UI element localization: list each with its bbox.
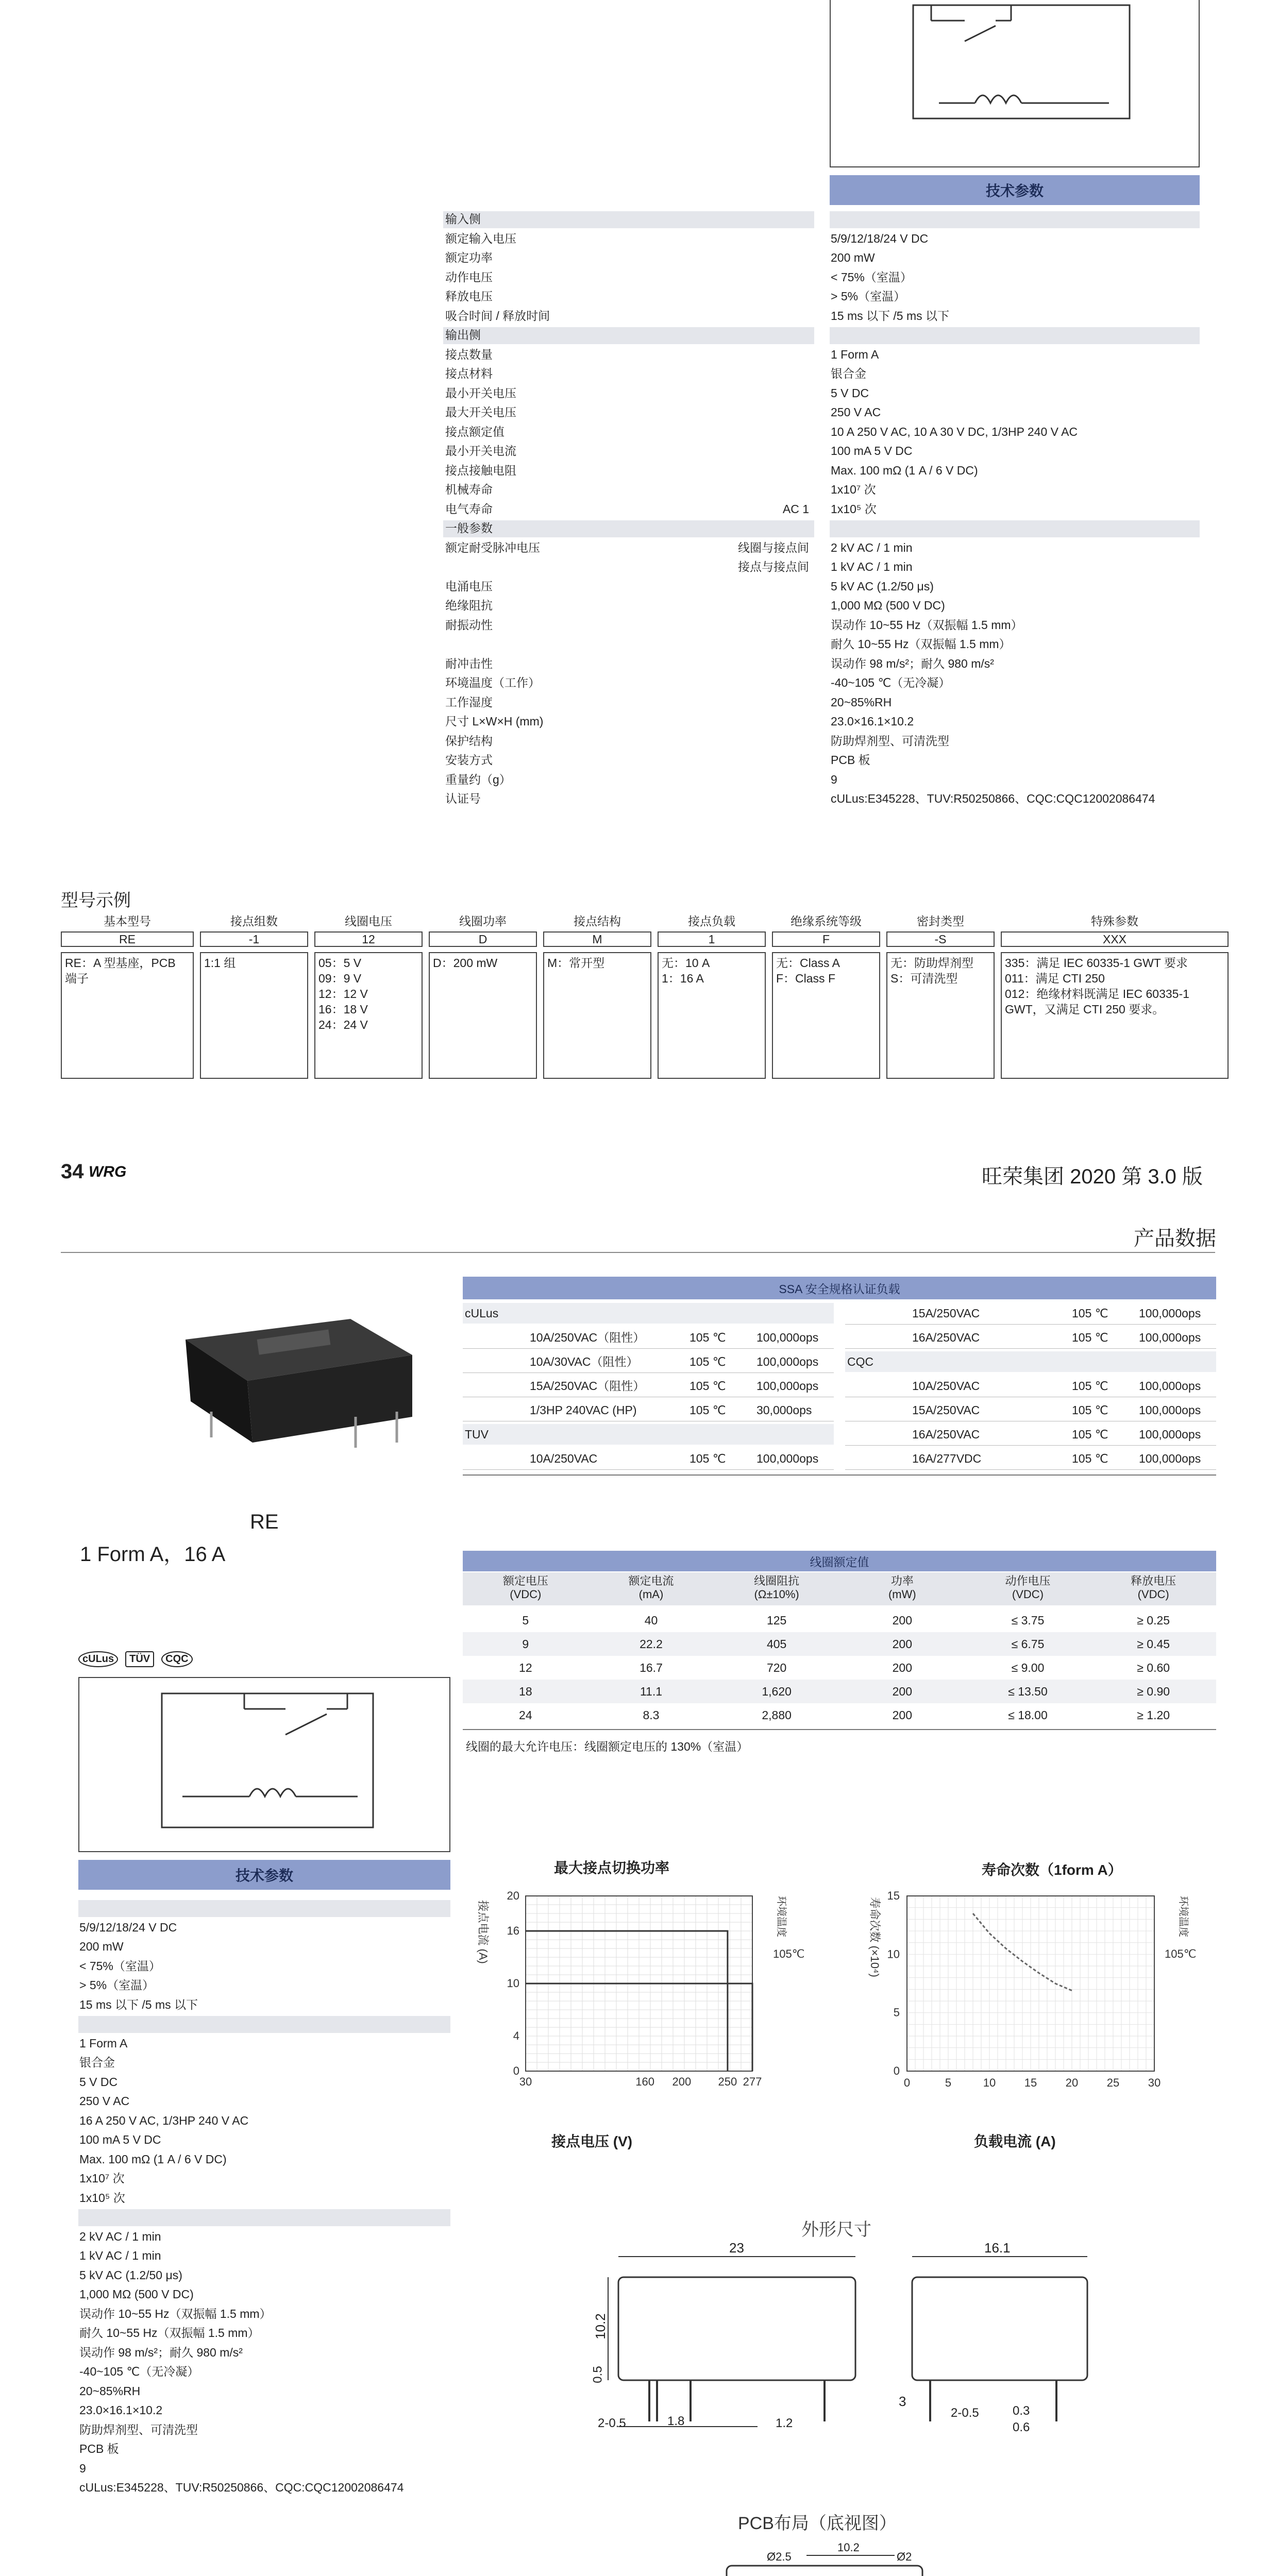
spec-sublabel: AC 1 [782,502,809,516]
pcb-title: PCB布局（底视图） [738,2514,897,2533]
spec2-value: 1x10⁷ 次 [79,2172,125,2185]
coil-cell: 22.2 [640,1637,663,1651]
spec2-value: 2 kV AC / 1 min [79,2229,161,2243]
relay-schematic-diagram-2 [79,1678,449,1851]
coil-cell: 40 [644,1614,658,1627]
coil-cell: 8.3 [643,1708,660,1722]
coil-col-head: 额定电压 (VDC) [463,1572,588,1605]
spec-label: 输入侧 [445,212,481,226]
spec-value: 误动作 98 m/s²；耐久 980 m/s² [831,656,994,670]
chart1-title: 最大接点切换功率 [554,1860,670,1876]
approval-row-rule [463,1372,834,1373]
top-spec-header: 技术参数 [830,175,1200,205]
chart2-ambient-label: 环境温度 [1178,1896,1189,1937]
spec-values-2 [78,1899,450,2502]
chart-2 [845,1855,1216,2164]
spec2-value: 15 ms 以下 /5 ms 以下 [79,1997,198,2011]
model-col-head: 线圈功率 [459,914,507,928]
coil-header: 线圈额定值 [463,1551,1216,1571]
spec-value: 200 mW [831,251,875,264]
section-rule [61,1252,1215,1253]
chart1-ytick: 16 [507,1924,519,1937]
spec-group-row-right [830,520,1200,537]
dim-0-5: 0.5 [591,2366,605,2383]
spec2-value: 误动作 10~55 Hz（双振幅 1.5 mm） [79,2307,272,2320]
spec2-value: 5/9/12/18/24 V DC [79,1920,177,1934]
chart1-annotation: 105℃ [773,1947,805,1960]
coil-cell: ≤ 9.00 [1011,1661,1045,1674]
spec2-group-row [78,2209,450,2226]
dim-1-2: 1.2 [776,2416,793,2430]
dims-end-view [886,2236,1103,2452]
coil-cell: 16.7 [640,1661,663,1674]
chart1-ytick: 4 [513,2029,519,2042]
spec-value: Max. 100 mΩ (1 A / 6 V DC) [831,463,978,477]
model-col-desc: 1:1 组 [200,952,308,1079]
spec2-value: 250 V AC [79,2094,130,2108]
coil-cell: 1,620 [762,1685,792,1698]
approval-load: 16A/250VAC [912,1331,980,1344]
chart1-ytick: 0 [513,2064,519,2077]
dim-0-3: 0.3 [1013,2404,1030,2418]
spec-value: 250 V AC [831,405,881,419]
chart2-ylabel: 寿命次数 (×10⁴) [868,1897,881,1977]
spec-label: 保护结构 [445,734,493,748]
model-col-code: D [429,931,537,947]
spec-group-row [443,211,814,228]
spec-value: 5 V DC [831,386,869,400]
model-col-head: 绝缘系统等级 [791,914,862,928]
model-col-desc: 无：防助焊剂型 S：可清洗型 [886,952,995,1079]
approval-temp: 105 ℃ [1072,1307,1108,1320]
spec-value: 9 [831,772,837,786]
cqc-mark-icon: CQC [161,1651,192,1667]
approval-agency: cULus [465,1307,499,1320]
product-name: RE [250,1511,279,1533]
spec-label: 电气寿命 [445,502,493,516]
spec-label: 接点接触电阻 [445,463,516,477]
spec-label: 环境温度（工作） [445,676,540,689]
coil-cell: 5 [522,1614,529,1627]
approval-ops: 30,000ops [756,1403,812,1417]
spec-group-row-right [830,327,1200,344]
coil-cell: 11.1 [640,1685,663,1698]
spec-value: 1,000 MΩ (500 V DC) [831,599,945,612]
approval-load: 10A/30VAC（阻性） [530,1355,638,1368]
approval-ops: 100,000ops [1139,1428,1201,1441]
spec-label: 尺寸 L×W×H (mm) [445,715,544,728]
coil-col-head: 功率 (mW) [839,1572,965,1605]
dim-10-2: 10.2 [592,2313,608,2340]
spec2-value: > 5%（室温） [79,1978,155,1992]
spec-value: 1 Form A [831,347,879,361]
model-col-desc: 05：5 V 09：9 V 12：12 V 16：18 V 24：24 V [314,952,423,1079]
spec-label: 输出侧 [445,328,481,342]
approval-ops: 100,000ops [1139,1307,1201,1320]
approvals-bottom-rule [463,1475,1216,1476]
coil-cell: 24 [519,1708,532,1722]
spec-value: -40~105 ℃（无冷凝） [831,676,951,689]
spec2-value: < 75%（室温） [79,1959,161,1973]
spec-value: 耐久 10~55 Hz（双振幅 1.5 mm） [831,637,1011,651]
coil-cell: ≤ 18.00 [1008,1708,1048,1722]
spec2-value: -40~105 ℃（无冷凝） [79,2365,199,2378]
coil-col-head: 动作电压 (VDC) [965,1572,1091,1605]
spec-label: 额定耐受脉冲电压 [445,540,540,554]
chart2-ytick: 5 [893,2006,900,2019]
spec-group-row [443,520,814,537]
approval-ops: 100,000ops [756,1452,819,1465]
coil-cell: ≤ 13.50 [1008,1685,1048,1698]
model-col-code: RE [61,931,194,947]
spec-sublabel: 线圈与接点间 [738,540,809,554]
model-col-code: 1 [658,931,766,947]
spec-value: 15 ms 以下 /5 ms 以下 [831,309,950,323]
coil-cell: ≥ 1.20 [1137,1708,1170,1722]
spec-label: 工作湿度 [445,695,493,709]
spec-header-2: 技术参数 [78,1860,450,1890]
approval-temp: 105 ℃ [1072,1379,1108,1393]
spec-label: 接点材料 [445,367,493,380]
model-col-head: 接点结构 [574,914,621,928]
model-col-head: 密封类型 [917,914,964,928]
chart1-ylabel: 接点电流 (A) [477,1900,490,1964]
approval-temp: 105 ℃ [1072,1428,1108,1441]
chart2-annotation: 105℃ [1165,1947,1197,1960]
spec-label: 释放电压 [445,290,493,303]
spec-value: 2 kV AC / 1 min [831,540,913,554]
spec-label: 最大开关电压 [445,405,516,419]
chart1-xtick: 200 [672,2075,692,2088]
approval-ops: 100,000ops [1139,1452,1201,1465]
spec-group-row-right [830,211,1200,228]
spec-label: 额定功率 [445,251,493,264]
chart1-xlabel: 接点电压 (V) [551,2133,633,2149]
approval-ops: 100,000ops [756,1379,819,1393]
coil-col-head: 额定电流 (mA) [588,1572,714,1605]
model-example-grid [61,912,1200,1092]
spec-label: 电涌电压 [445,579,493,593]
pcb-d2-5: Ø2.5 [767,2550,792,2563]
chart2-ytick: 0 [893,2064,900,2077]
coil-cell: 200 [892,1661,913,1674]
coil-cell: 200 [892,1614,913,1627]
spec2-value: 20~85%RH [79,2384,141,2398]
spec2-group-row [78,2016,450,2033]
spec-label: 吸合时间 / 释放时间 [445,309,550,323]
model-col-head: 特殊参数 [1091,914,1138,928]
approval-load: 10A/250VAC（阻性） [530,1331,645,1344]
chart2-xtick: 25 [1106,2076,1120,2089]
dim-23: 23 [729,2240,744,2256]
coil-cell: ≤ 3.75 [1011,1614,1045,1627]
chart1-xtick: 250 [718,2075,737,2088]
dim-0-6: 0.6 [1013,2420,1030,2434]
approval-load: 10A/250VAC [530,1452,598,1465]
product-photo [155,1309,443,1463]
approvals-right [845,1301,1216,1471]
coil-cell: 200 [892,1637,913,1651]
coil-cell: ≥ 0.60 [1137,1661,1170,1674]
coil-cell: 2,880 [762,1708,792,1722]
spec2-group-row [78,1900,450,1917]
chart2-xtick: 10 [983,2076,996,2089]
approval-load: 15A/250VAC（阻性） [530,1379,645,1393]
approval-temp: 105 ℃ [1072,1452,1108,1465]
approval-temp: 105 ℃ [1072,1403,1108,1417]
approval-ops: 100,000ops [1139,1331,1201,1344]
approval-temp: 105 ℃ [690,1452,726,1465]
chart1-ytick: 20 [507,1889,519,1902]
approval-temp: 105 ℃ [690,1403,726,1417]
chart2-xlabel: 负载电流 (A) [974,2133,1056,2149]
coil-cell: 125 [766,1614,787,1627]
model-col-code: 12 [314,931,423,947]
spec-value: > 5%（室温） [831,290,906,303]
spec-value: 23.0×16.1×10.2 [831,715,914,728]
spec-value: 5 kV AC (1.2/50 μs) [831,579,934,593]
coil-cell: 405 [766,1637,787,1651]
approval-temp: 105 ℃ [690,1331,726,1344]
approval-temp: 105 ℃ [690,1379,726,1393]
approval-load: 1/3HP 240VAC (HP) [530,1403,637,1417]
spec2-value: 5 V DC [79,2075,118,2089]
spec-value: 1x10⁷ 次 [831,483,876,496]
approval-row-rule [463,1469,834,1470]
spec-label: 接点数量 [445,347,493,361]
pcb-layout [711,2535,1000,2576]
chart-1 [464,1855,825,2164]
spec-value: 100 mA 5 V DC [831,444,913,457]
schematic-box-2 [78,1677,450,1852]
coil-cell: 9 [522,1637,529,1651]
dim-2-0-5: 2-0.5 [598,2416,626,2430]
spec-label: 耐振动性 [445,618,493,632]
approval-row-rule [845,1469,1216,1470]
model-col-desc: 无：10 A 1：16 A [658,952,766,1079]
spec-label: 动作电压 [445,270,493,284]
section-title: 产品数据 [1134,1227,1216,1250]
spec2-value: 5 kV AC (1.2/50 μs) [79,2268,182,2282]
pcb-10-2: 10.2 [837,2541,860,2554]
pcb-d2: Ø2 [897,2550,912,2563]
spec-label: 安装方式 [445,753,493,767]
model-col-code: -1 [200,931,308,947]
chart1-xtick: 160 [635,2075,654,2088]
model-col-desc: M：常开型 [543,952,651,1079]
model-col-desc: 无：Class A F：Class F [772,952,880,1079]
model-col-desc: 335：满足 IEC 60335-1 GWT 要求 011：满足 CTI 250 012：绝缘材料既满足 IEC 60335-1 GWT，又满足 CTI 250 要求。 [1001,952,1229,1079]
spec-label: 额定输入电压 [445,231,516,245]
page-number-34: 34 [61,1160,84,1183]
chart1-plot [464,1875,825,2133]
spec2-value: 防助焊剂型、可清洗型 [79,2422,198,2436]
product-subtitle: 1 Form A，16 A [80,1543,226,1566]
chart2-ytick: 10 [887,1947,900,1961]
coil-cell: ≥ 0.90 [1137,1685,1170,1698]
top-schematic [830,0,1200,167]
spec2-value: 16 A 250 V AC, 1/3HP 240 V AC [79,2113,249,2127]
approval-row-rule [845,1324,1216,1325]
spec2-value: Max. 100 mΩ (1 A / 6 V DC) [79,2152,227,2166]
spec2-value: 误动作 98 m/s²；耐久 980 m/s² [79,2345,243,2359]
brand-logo-left: WRG [89,1163,127,1180]
approval-row-rule [845,1445,1216,1446]
spec-value: 5/9/12/18/24 V DC [831,231,929,245]
spec2-value: 1,000 MΩ (500 V DC) [79,2287,194,2301]
tuv-mark-icon: TÜV [125,1651,154,1667]
coil-col-head: 释放电压 (VDC) [1090,1572,1216,1605]
coil-note: 线圈的最大允许电压：线圈额定电压的 130%（室温） [466,1740,749,1753]
model-col-code: M [543,931,651,947]
approval-row-rule [845,1348,1216,1349]
spec-label: 接点额定值 [445,425,505,438]
spec-sublabel: 接点与接点间 [738,560,809,573]
dim-3: 3 [899,2394,906,2409]
model-col-desc: D：200 mW [429,952,537,1079]
dim-16-1: 16.1 [984,2240,1011,2256]
spec-label: 最小开关电流 [445,444,516,457]
model-col-code: F [772,931,880,947]
chart1-xtick: 277 [743,2075,762,2088]
approval-agency-row [463,1303,834,1324]
top-spec-table [443,210,1201,813]
spec-value: 1 kV AC / 1 min [831,560,913,573]
approval-agency-row [845,1351,1216,1372]
approval-load: 15A/250VAC [912,1307,980,1320]
chart2-plot [845,1875,1216,2133]
chart2-xtick: 20 [1065,2076,1079,2089]
approvals-left [463,1301,834,1471]
approval-load: 15A/250VAC [912,1403,980,1417]
spec-value: PCB 板 [831,753,870,767]
approval-temp: 105 ℃ [690,1355,726,1368]
spec-label: 机械寿命 [445,483,493,496]
approval-ops: 100,000ops [756,1355,819,1368]
cul-us-mark-icon: cULus [78,1651,118,1667]
spec-label: 认证号 [445,792,481,805]
spec-value: 银合金 [831,367,866,380]
model-col-code: XXX [1001,931,1229,947]
dim-2-0-5-end: 2-0.5 [951,2406,979,2420]
spec-value: cULus:E345228、TUV:R50250866、CQC:CQC12002086474 [831,792,1155,805]
relay-schematic-diagram [831,0,1199,165]
spec2-value: 9 [79,2461,86,2475]
chart2-xtick: 30 [1148,2076,1161,2089]
coil-cell: 200 [892,1685,913,1698]
coil-col-head: 线圈阻抗 (Ω±10%) [714,1572,839,1605]
approvals-header: SSA 安全规格认证负载 [463,1277,1216,1299]
spec2-value: 1 Form A [79,2036,128,2050]
spec-value: 20~85%RH [831,695,892,709]
chart2-xtick: 5 [945,2076,952,2089]
coil-cell: ≤ 6.75 [1011,1637,1045,1651]
approval-load: 16A/277VDC [912,1452,982,1465]
model-col-head: 线圈电压 [345,914,392,928]
dims-title: 外形尺寸 [801,2220,871,2240]
coil-cell: ≥ 0.45 [1137,1637,1170,1651]
model-col-code: -S [886,931,995,947]
spec2-value: 1 kV AC / 1 min [79,2249,161,2262]
model-col-head: 接点负载 [688,914,735,928]
model-col-head: 接点组数 [230,914,278,928]
spec-label: 绝缘阻抗 [445,599,493,612]
chart2-ytick: 15 [887,1889,900,1902]
model-col-desc: RE：A 型基座，PCB 端子 [61,952,194,1079]
approval-agency-row [463,1424,834,1445]
spec-group-row [443,327,814,344]
coil-cell: 200 [892,1708,913,1722]
coil-cell: 12 [519,1661,532,1674]
spec-label: 一般参数 [445,521,493,535]
approval-load: 16A/250VAC [912,1428,980,1441]
spec2-value: 银合金 [79,2056,115,2069]
spec2-value: 1x10⁵ 次 [79,2191,125,2205]
cert-marks [78,1651,193,1667]
spec-label: 重量约（g） [445,772,511,786]
dims-side-view [587,2236,866,2452]
chart1-ytick: 10 [507,1977,519,1990]
spec-value: 1x10⁵ 次 [831,502,877,516]
chart1-xtick: 30 [519,2075,532,2088]
approval-agency: CQC [847,1355,874,1368]
spec2-value: 100 mA 5 V DC [79,2133,161,2146]
spec2-value: PCB 板 [79,2442,119,2455]
approval-ops: 100,000ops [1139,1403,1201,1417]
chart2-xtick: 15 [1024,2076,1037,2089]
coil-bottom-rule [463,1729,1216,1730]
model-example-title: 型号示例 [61,891,131,910]
approval-ops: 100,000ops [1139,1379,1201,1393]
coil-cell: ≥ 0.25 [1137,1614,1170,1627]
spec-value: < 75%（室温） [831,270,912,284]
approval-temp: 105 ℃ [1072,1331,1108,1344]
spec-value: 10 A 250 V AC, 10 A 30 V DC, 1/3HP 240 V AC [831,425,1078,438]
spec-value: 防助焊剂型、可清洗型 [831,734,949,748]
coil-cell: 18 [519,1685,532,1698]
spec2-value: 23.0×16.1×10.2 [79,2403,163,2417]
spec-label: 最小开关电压 [445,386,516,400]
coil-cell: 720 [766,1661,787,1674]
coil-table [463,1572,1216,1727]
dim-1-8: 1.8 [667,2414,685,2428]
approval-row-rule [463,1348,834,1349]
chart2-xtick: 0 [903,2076,911,2089]
approval-ops: 100,000ops [756,1331,819,1344]
spec-label: 耐冲击性 [445,656,493,670]
approval-agency: TUV [465,1428,489,1441]
chart1-ambient-label: 环境温度 [776,1896,787,1937]
chart2-title: 寿命次数（1form A） [982,1862,1122,1878]
spec2-value: cULus:E345228、TUV:R50250866、CQC:CQC12002086474 [79,2481,404,2494]
spec2-value: 耐久 10~55 Hz（双振幅 1.5 mm） [79,2326,260,2340]
spec2-value: 200 mW [79,1940,124,1953]
spec-value: 误动作 10~55 Hz（双振幅 1.5 mm） [831,618,1023,632]
model-col-head: 基本型号 [104,914,151,928]
approval-load: 10A/250VAC [912,1379,980,1393]
edition-text-left: 旺荣集团 2020 第 3.0 版 [982,1165,1203,1188]
